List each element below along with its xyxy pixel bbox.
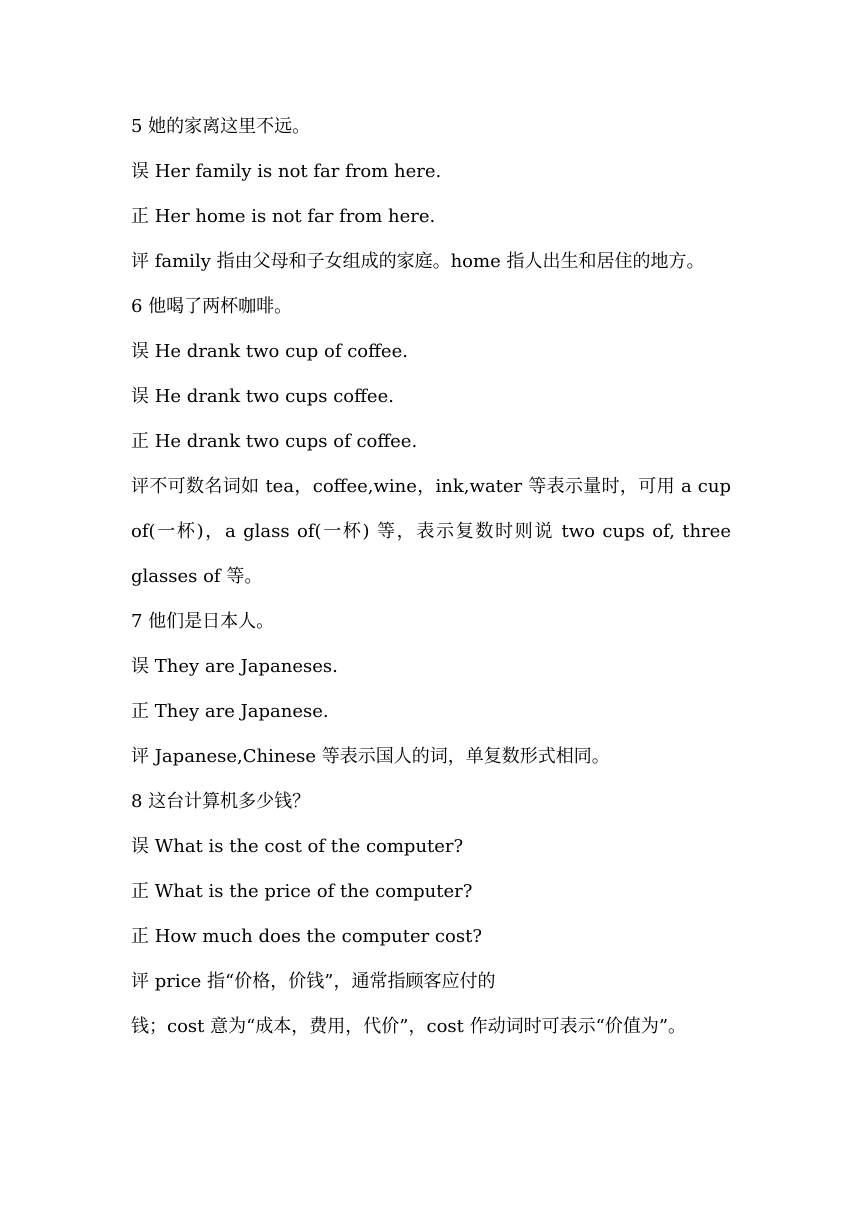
item-6-correct: 正 He drank two cups of coffee.: [131, 431, 418, 452]
item-8-comment-line-2: 钱；cost 意为“成本，费用，代价”，cost 作动词时可表示“价值为”。: [131, 1016, 687, 1037]
item-7-question: 7 他们是日本人。: [131, 611, 275, 632]
item-5-comment: 评 family 指由父母和子女组成的家庭。home 指人出生和居住的地方。: [131, 251, 705, 272]
item-7-wrong: 误 They are Japaneses.: [131, 656, 338, 677]
item-6-question: 6 他喝了两杯咖啡。: [131, 296, 293, 317]
item-6-comment-line-2: of(一杯)，a glass of(一杯) 等，表示复数时则说 two cups of, three: [131, 521, 731, 542]
document-body: [131, 110, 731, 1055]
item-8-question: 8 这台计算机多少钱？: [131, 791, 311, 812]
item-8-correct-2: 正 How much does the computer cost?: [131, 926, 482, 947]
item-6-comment-line-1: 评不可数名词如 tea，coffee,wine，ink,water 等表示量时，可用 a cup: [131, 476, 731, 497]
item-8-comment-line-1: 评 price 指“价格，价钱”，通常指顾客应付的: [131, 971, 496, 992]
item-6-wrong-2: 误 He drank two cups coffee.: [131, 386, 394, 407]
item-7-correct: 正 They are Japanese.: [131, 701, 329, 722]
item-8-correct-1: 正 What is the price of the computer?: [131, 881, 473, 902]
item-5-wrong: 误 Her family is not far from here.: [131, 161, 442, 182]
item-6-comment-line-3: glasses of 等。: [131, 566, 263, 587]
item-6-wrong-1: 误 He drank two cup of coffee.: [131, 341, 408, 362]
item-8-wrong: 误 What is the cost of the computer?: [131, 836, 464, 857]
item-7-comment: 评 Japanese,Chinese 等表示国人的词，单复数形式相同。: [131, 746, 610, 767]
item-5-question: 5 她的家离这里不远。: [131, 116, 311, 137]
item-5-correct: 正 Her home is not far from here.: [131, 206, 436, 227]
